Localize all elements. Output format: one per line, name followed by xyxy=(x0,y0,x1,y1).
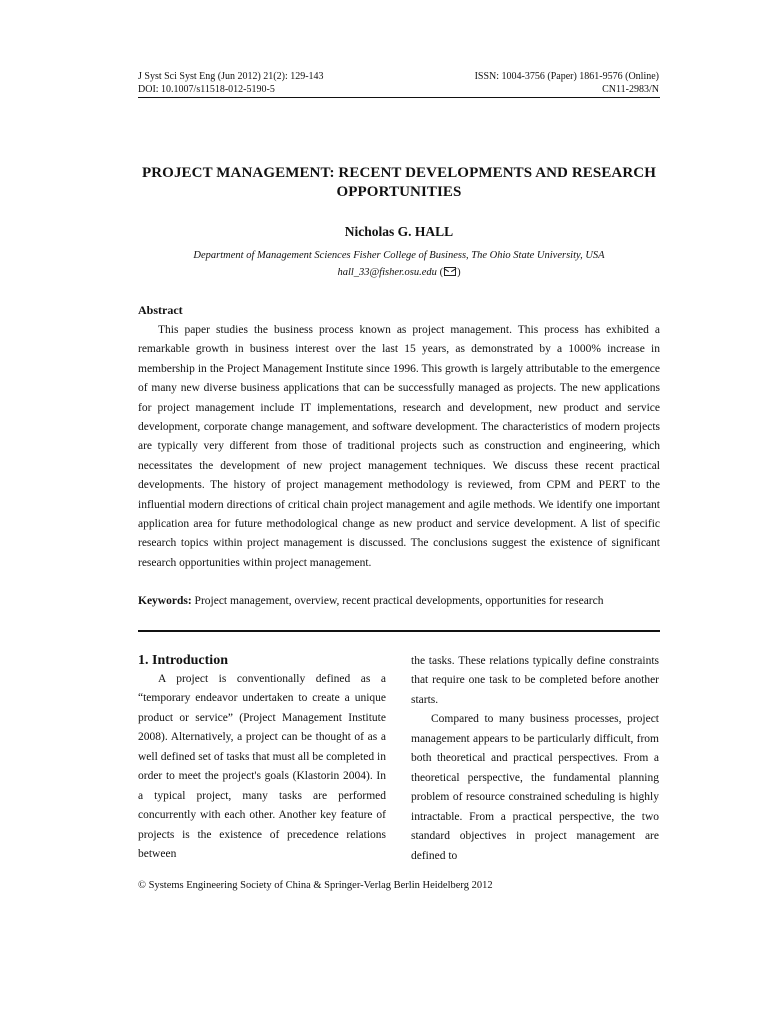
journal-citation: J Syst Sci Syst Eng (Jun 2012) 21(2): 129-143 xyxy=(138,71,324,82)
intro-paragraph-1: A project is conventionally defined as a “temporary endeavor undertaken to create a unique product or service” (Project Management Institute 2008). Alternatively, a project can be thought of as a well defined set of tasks that must all be completed in order to meet the project's goals (Klastorin 2004). In a typical project, many tasks are performed concurrently with each other. Another key feature of projects is the existence of precedence relations between xyxy=(138,673,386,861)
issn: ISSN: 1004-3756 (Paper) 1861-9576 (Online) xyxy=(474,71,659,82)
envelope-icon xyxy=(444,267,456,276)
intro-paragraph-2: Compared to many business processes, project management appears to be particularly difficult, from both theoretical and practical perspectives. From a theoretical perspective, the fundamental planning problem of resource constrained scheduling is highly intractable. From a practical perspective, the two standard objectives in project management are defined to xyxy=(411,713,659,862)
cn-number: CN11-2983/N xyxy=(602,84,659,95)
keywords-line xyxy=(138,593,660,610)
journal-header-left xyxy=(138,70,324,96)
doi[interactable]: DOI: 10.1007/s11518-012-5190-5 xyxy=(138,84,275,95)
paper-title: PROJECT MANAGEMENT: RECENT DEVELOPMENTS AND RESEARCH OPPORTUNITIES xyxy=(141,165,656,200)
keywords-list: Project management, overview, recent practical developments, opportunities for research xyxy=(194,595,604,607)
intro-column-left xyxy=(138,652,386,865)
intro-paragraph-1-continued: the tasks. These relations typically define constraints that require one task to be completed before another starts. xyxy=(411,655,659,706)
header-divider xyxy=(138,97,660,98)
intro-column-right xyxy=(411,652,659,866)
author-name: Nicholas G. HALL xyxy=(344,224,454,239)
email-line: hall_33@fisher.osu.edu ( ) xyxy=(337,267,461,278)
author-affiliation-block xyxy=(138,247,660,281)
copyright-footer: © Systems Engineering Society of China & Springer-Verlag Berlin Heidelberg 2012 xyxy=(138,880,493,891)
affiliation: Department of Management Sciences Fisher College of Business, The Ohio State University, USA xyxy=(193,250,605,261)
abstract-heading: Abstract xyxy=(138,303,183,317)
section-divider xyxy=(138,630,660,632)
journal-header-right xyxy=(475,70,659,96)
keywords-label: Keywords: xyxy=(138,595,192,607)
author-email[interactable]: hall_33@fisher.osu.edu xyxy=(337,267,437,278)
abstract-body: This paper studies the business process known as project management. This process has exhibited a remarkable growth in business interest over the last 15 years, as demonstrated by a 1000% increase in membership in the Project Management Institute since 1996. This growth is largely attributable to the emergence of many new diverse business applications that can be successfully managed as projects. The new applications for project management include IT implementations, research and development, new product and service development, corporate change management, and software development. The characteristics of modern projects are typically very different from those of traditional projects such as construction and engineering, which necessitates the development of new project management techniques. We discuss these recent practical developments. The history of project management methodology is reviewed, from CPM and PERT to the influential modern directions of critical chain project management and agile methods. We identify one important application area for future methodological change as new product and service development. A list of specific research topics within project management is discussed. The conclusions suggest the existence of significant research opportunities within project management. xyxy=(138,324,660,569)
section-heading-introduction: 1. Introduction xyxy=(138,653,228,668)
